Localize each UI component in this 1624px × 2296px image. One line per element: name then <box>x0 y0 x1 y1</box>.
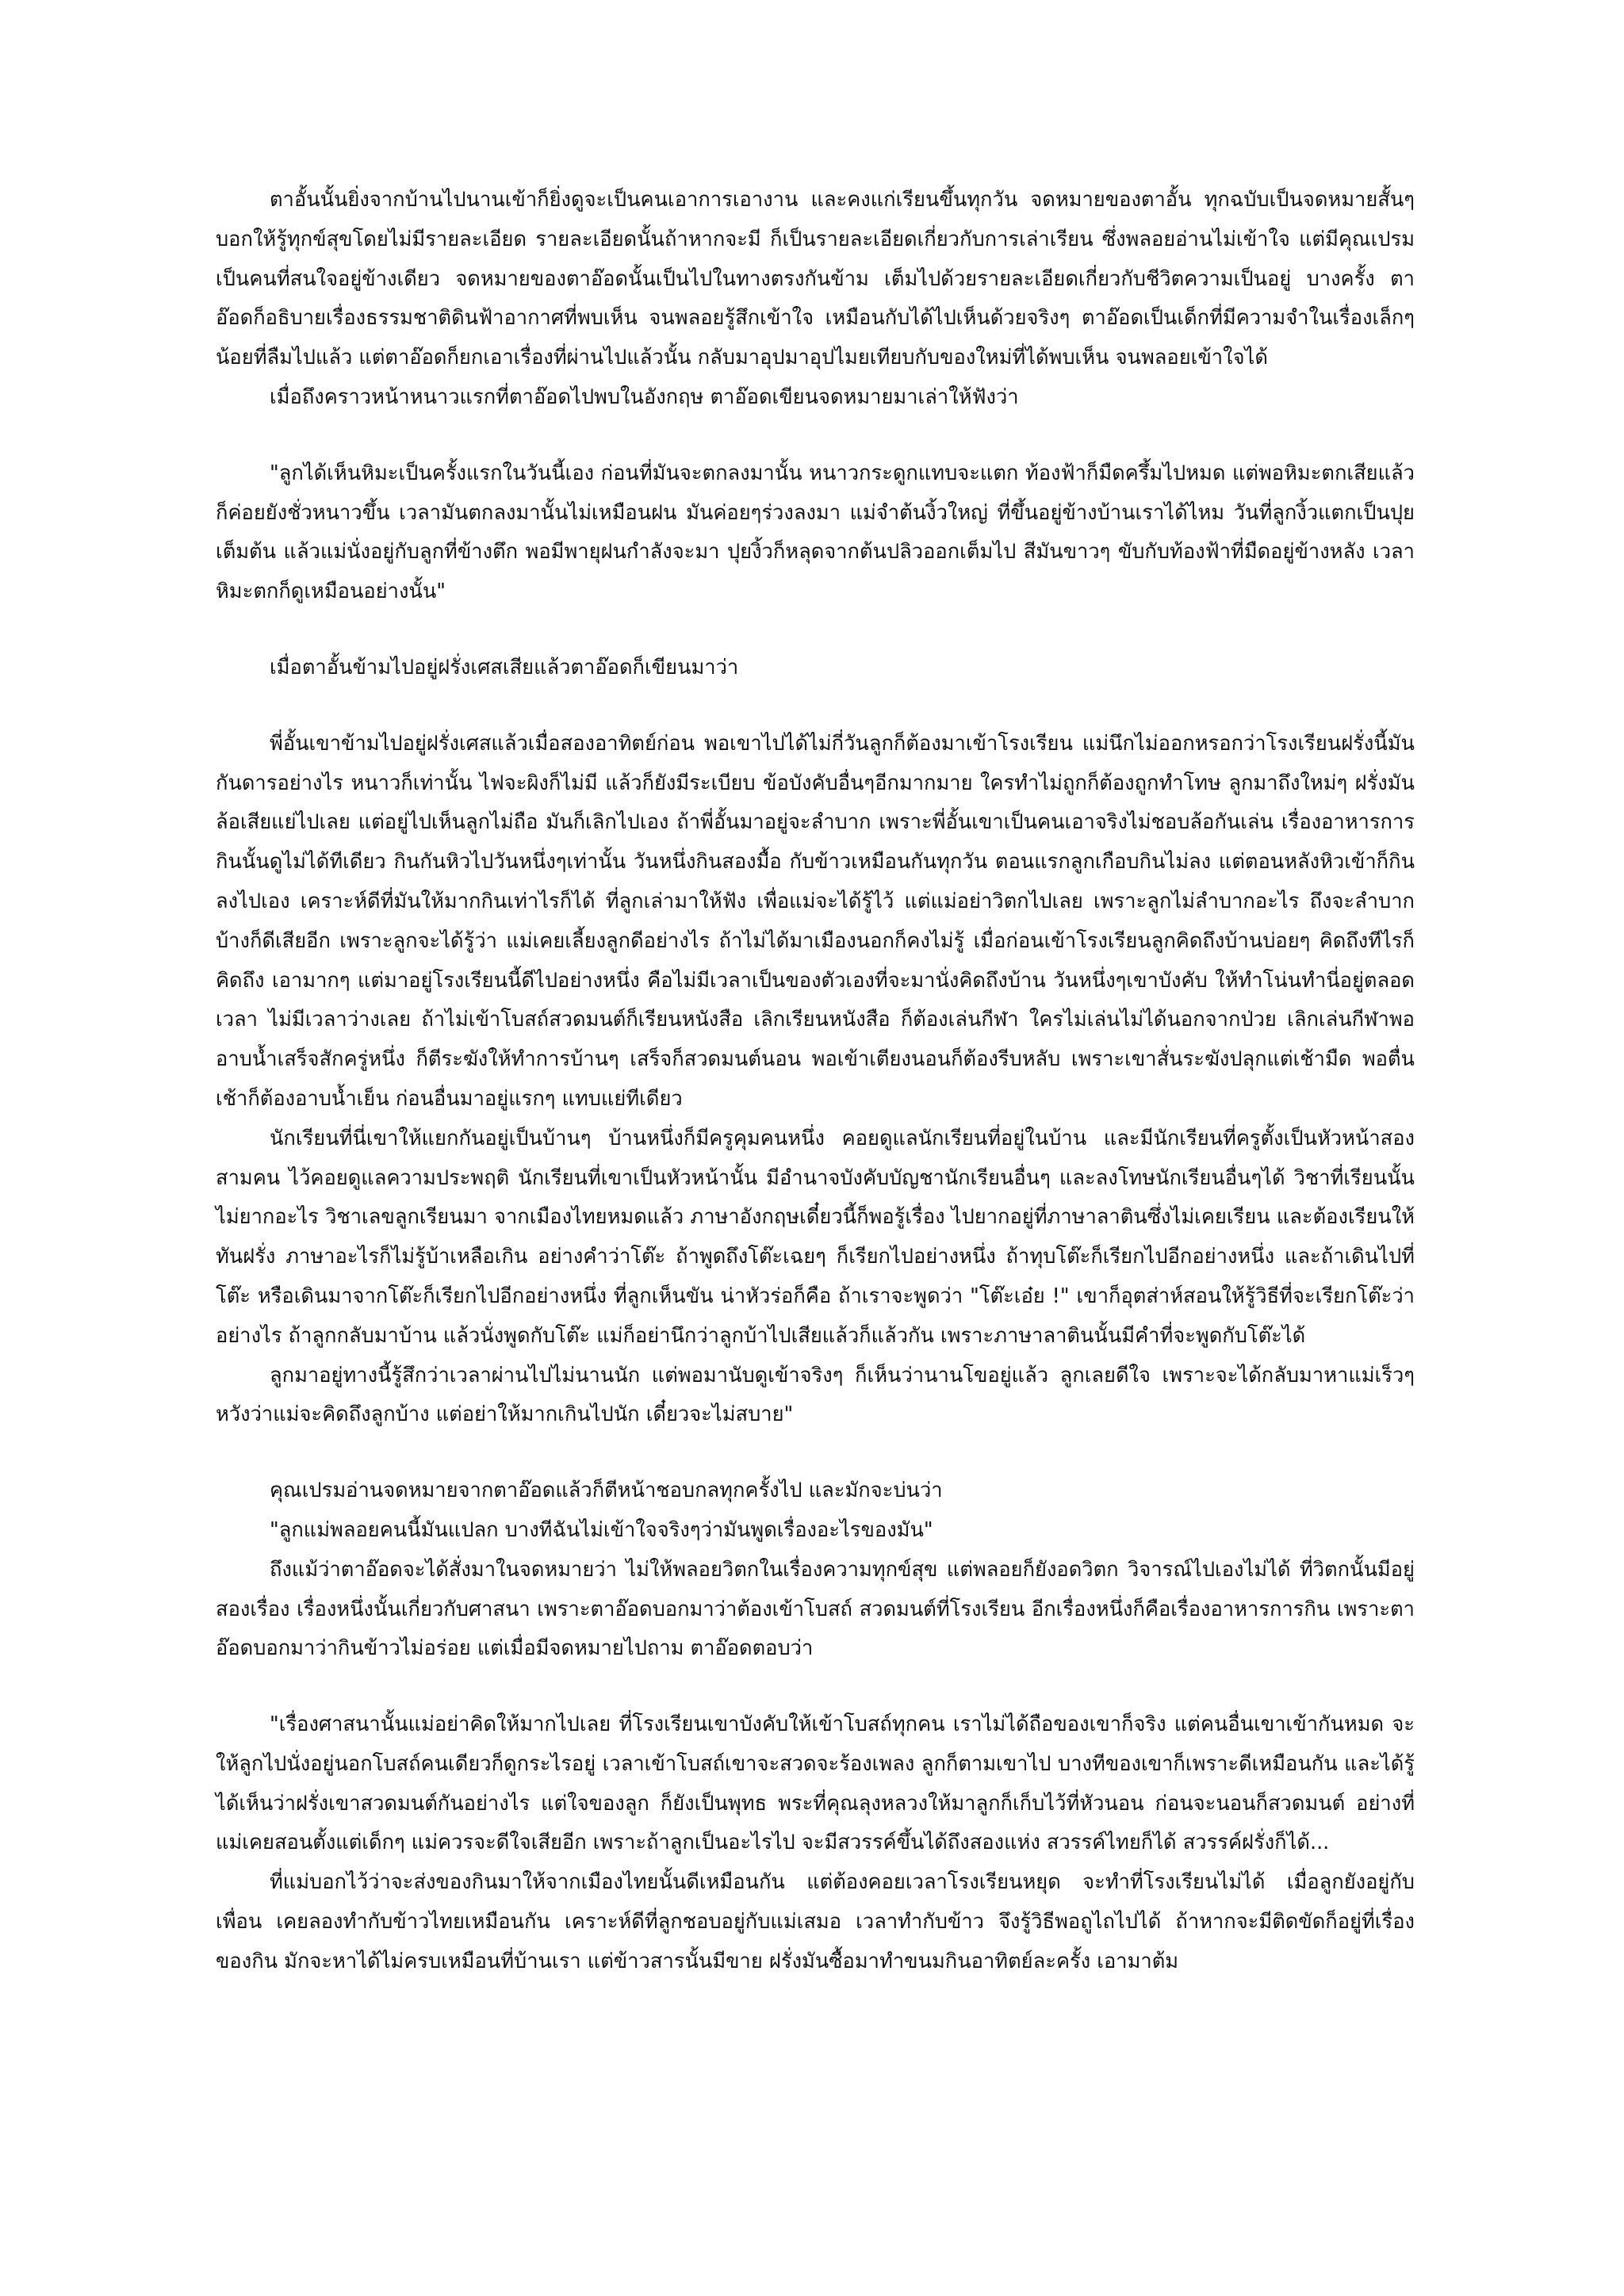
paragraph-gap <box>216 1435 1415 1471</box>
paragraph-8: คุณเปรมอ่านจดหมายจากตาอ๊อดแล้วก็ตีหน้าชอบกลทุกครั้งไป และมักจะบ่นว่า <box>270 1479 943 1503</box>
paragraph-9: "ลูกแม่พลอยคนนี้มันแปลก บางทีฉันไม่เข้าใจจริงๆว่ามันพูดเรื่องอะไรของมัน" <box>270 1517 933 1542</box>
document-body <box>216 181 1415 1982</box>
paragraph-6: นักเรียนที่นี่เขาให้แยกกันอยู่เป็นบ้านๆ บ้านหนึ่งก็มีครูคุมคนหนึ่ง คอยดูแลนักเรียนที่อยู่ในบ้าน และมีนักเรียนที่ครูตั้งเป็นหัวหน้าสองสามคน ไว้คอยดูแลความประพฤติ นักเรียนที่เขาเป็นหัวหน้านั้น มีอำนาจบังคับบัญชานักเรียนอื่นๆ และลงโทษนักเรียนอื่นๆได้ วิชาที่เรียนนั้นไม่ยากอะไร วิชาเลขลูกเรียนมา จากเมืองไทยหมดแล้ว ภาษาอังกฤษเดี๋ยวนี้ก็พอรู้เรื่อง ไปยากอยู่ที่ภาษาลาตินซึ่งไม่เคยเรียน และต้องเรียนให้ทันฝรั่ง ภาษาอะไรก็ไม่รู้บ้าเหลือเกิน อย่างคำว่าโต๊ะ ถ้าพูดถึงโต๊ะเฉยๆ ก็เรียกไปอย่างหนึ่ง ถ้าทุบโต๊ะก็เรียกไปอีกอย่างหนึ่ง และถ้าเดินไปที่โต๊ะ หรือเดินมาจากโต๊ะก็เรียกไปอีกอย่างหนึ่ง ที่ลูกเห็นขัน น่าหัวร่อก็คือ ถ้าเราจะพูดว่า "โต๊ะเอ๋ย !" เขาก็อุตส่าห์สอนให้รู้วิธีที่จะเรียกโต๊ะว่าอย่างไร ถ้าลูกกลับมาบ้าน แล้วนั่งพูดกับโต๊ะ แม่ก็อย่านึกว่าลูกบ้าไปเสียแล้วก็แล้วกัน เพราะภาษาลาตินนั้นมีคำที่จะพูดกับโต๊ะได้ <box>216 1126 1415 1348</box>
paragraph-gap <box>216 1669 1415 1705</box>
paragraph-12: ที่แม่บอกไว้ว่าจะส่งของกินมาให้จากเมืองไทยนั้นดีเหมือนกัน แต่ต้องคอยเวลาโรงเรียนหยุด จะทำที่โรงเรียนไม่ได้ เมื่อลูกยังอยู่กับเพื่อน เคยลองทำกับข้าวไทยเหมือนกัน เคราะห์ดีที่ลูกชอบอยู่กับแม่เสมอ เวลาทำกับข้าว จึงรู้วิธีพอถูไถไปได้ ถ้าหากจะมีติดขัดก็อยู่ที่เรื่องของกิน มักจะหาได้ไม่ครบเหมือนที่บ้านเรา แต่ข้าวสารนั้นมีขาย ฝรั่งมันซื้อมาทำขนมกินอาทิตย์ละครั้ง เอามาต้ม <box>216 1870 1415 1973</box>
paragraph-gap <box>216 418 1415 454</box>
paragraph-5: พี่อั้นเขาข้ามไปอยู่ฝรั่งเศสแล้วเมื่อสองอาทิตย์ก่อน พอเขาไปได้ไม่กี่วันลูกก็ต้องมาเข้าโรงเรียน แม่นึกไม่ออกหรอกว่าโรงเรียนฝรั่งนี้มันกันดารอย่างไร หนาวก็เท่านั้น ไฟจะผิงก็ไม่มี แล้วก็ยังมีระเบียบ ข้อบังคับอื่นๆอีกมากมาย ใครทำไม่ถูกก็ต้องถูกทำโทษ ลูกมาถึงใหม่ๆ ฝรั่งมันล้อเสียแย่ไปเลย แต่อยู่ไปเห็นลูกไม่ถือ มันก็เลิกไปเอง ถ้าพี่อั้นมาอยู่จะลำบาก เพราะพี่อั้นเขาเป็นคนเอาจริงไม่ชอบล้อกันเล่น เรื่องอาหารการกินนั้นดูไม่ได้ทีเดียว กินกันหิวไปวันหนึ่งๆเท่านั้น วันหนึ่งกินสองมื้อ กับข้าวเหมือนกันทุกวัน ตอนแรกลูกเกือบกินไม่ลง แต่ตอนหลังหิวเข้าก็กินลงไปเอง เคราะห์ดีที่มันให้มากกินเท่าไรก็ได้ ที่ลูกเล่ามาให้ฟัง เพื่อแม่จะได้รู้ไว้ แต่แม่อย่าวิตกไปเลย เพราะลูกไม่ลำบากอะไร ถึงจะลำบากบ้างก็ดีเสียอีก เพราะลูกจะได้รู้ว่า แม่เคยเลี้ยงลูกดีอย่างไร ถ้าไม่ได้มาเมืองนอกก็คงไม่รู้ เมื่อก่อนเข้าโรงเรียนลูกคิดถึงบ้านบ่อยๆ คิดถึงทีไรก็คิดถึง เอามากๆ แต่มาอยู่โรงเรียนนี้ดีไปอย่างหนึ่ง คือไม่มีเวลาเป็นของตัวเองที่จะมานั่งคิดถึงบ้าน วันหนึ่งๆเขาบังคับ ให้ทำโน่นทำนี่อยู่ตลอดเวลา ไม่มีเวลาว่างเลย ถ้าไม่เข้าโบสถ์สวดมนต์ก็เรียนหนังสือ เลิกเรียนหนังสือ ก็ต้องเล่นกีฬา ใครไม่เล่นไม่ได้นอกจากป่วย เลิกเล่นกีฬาพออาบน้ำเสร็จสักครู่หนึ่ง ก็ตีระฆังให้ทำการบ้านๆ เสร็จก็สวดมนต์นอน พอเข้าเตียงนอนก็ต้องรีบหลับ เพราะเขาสั่นระฆังปลุกแต่เช้ามืด พอตื่นเช้าก็ต้องอาบน้ำเย็น ก่อนอื่นมาอยู่แรกๆ แทบแย่ทีเดียว <box>216 731 1415 1111</box>
paragraph-gap <box>216 612 1415 649</box>
paragraph-1: ตาอั้นนั้นยิ่งจากบ้านไปนานเข้าก็ยิ่งดูจะเป็นคนเอาการเอางาน และคงแก่เรียนขึ้นทุกวัน จดหมายของตาอั้น ทุกฉบับเป็นจดหมายสั้นๆ บอกให้รู้ทุกข์สุขโดยไม่มีรายละเอียด รายละเอียดนั้นถ้าหากจะมี ก็เป็นรายละเอียดเกี่ยวกับการเล่าเรียน ซึ่งพลอยอ่านไม่เข้าใจ แต่มีคุณเปรมเป็นคนที่สนใจอยู่ข้างเดียว จดหมายของตาอ๊อดนั้นเป็นไปในทางตรงกันข้าม เต็มไปด้วยรายละเอียดเกี่ยวกับชีวิตความเป็นอยู่ บางครั้ง ตาอ๊อดก็อธิบายเรื่องธรรมชาติดินฟ้าอากาศที่พบเห็น จนพลอยรู้สึกเข้าใจ เหมือนกับได้ไปเห็นด้วยจริงๆ ตาอ๊อดเป็นเด็กที่มีความจำในเรื่องเล็กๆน้อยที่ลืมไปแล้ว แต่ตาอ๊อดก็ยกเอาเรื่องที่ผ่านไปแล้วนั้น กลับมาอุปมาอุปไมยเทียบกับของใหม่ที่ได้พบเห็น จนพลอยเข้าใจได้ <box>216 188 1415 370</box>
paragraph-2: เมื่อถึงคราวหน้าหนาวแรกที่ตาอ๊อดไปพบในอังกฤษ ตาอ๊อดเขียนจดหมายมาเล่าให้ฟังว่า <box>270 385 1019 409</box>
paragraph-7: ลูกมาอยู่ทางนี้รู้สึกว่าเวลาผ่านไปไม่นานนัก แต่พอมานับดูเข้าจริงๆ ก็เห็นว่านานโขอยู่แล้ว ลูกเลยดีใจ เพราะจะได้กลับมาหาแม่เร็วๆ หวังว่าแม่จะคิดถึงลูกบ้าง แต่อย่าให้มากเกินไปนัก เดี๋ยวจะไม่สบาย" <box>216 1363 1415 1427</box>
paragraph-4: เมื่อตาอั้นข้ามไปอยู่ฝรั่งเศสเสียแล้วตาอ๊อดก็เขียนมาว่า <box>270 655 739 679</box>
paragraph-gap <box>216 688 1415 725</box>
paragraph-10: ถึงแม้ว่าตาอ๊อดจะได้สั่งมาในจดหมายว่า ไม่ให้พลอยวิตกในเรื่องความทุกข์สุข แต่พลอยก็ยังอดวิตก วิจารณ์ไปเองไม่ได้ ที่วิตกนั้นมีอยู่สองเรื่อง เรื่องหนึ่งนั้นเกี่ยวกับศาสนา เพราะตาอ๊อดบอกมาว่าต้องเข้าโบสถ์ สวดมนต์ที่โรงเรียน อีกเรื่องหนึ่งก็คือเรื่องอาหารการกิน เพราะตาอ๊อดบอกมาว่ากินข้าวไม่อร่อย แต่เมื่อมีจดหมายไปถาม ตาอ๊อดตอบว่า <box>216 1557 1415 1661</box>
paragraph-3: "ลูกได้เห็นหิมะเป็นครั้งแรกในวันนี้เอง ก่อนที่มันจะตกลงมานั้น หนาวกระดูกแทบจะแตก ท้องฟ้าก็มืดครึ้มไปหมด แต่พอหิมะตกเสียแล้ว ก็ค่อยยังชั่วหนาวขึ้น เวลามันตกลงมานั้นไม่เหมือนฝน มันค่อยๆร่วงลงมา แม่จำต้นงิ้วใหญ่ ที่ขึ้นอยู่ข้างบ้านเราได้ไหม วันที่ลูกงิ้วแตกเป็นปุยเต็มต้น แล้วแม่นั่งอยู่กับลูกที่ข้างตึก พอมีพายุฝนกำลังจะมา ปุยงิ้วก็หลุดจากต้นปลิวออกเต็มไป สีมันขาวๆ ขับกับท้องฟ้าที่มืดอยู่ข้างหลัง เวลาหิมะตกก็ดูเหมือนอย่างนั้น" <box>216 461 1415 604</box>
paragraph-11: "เรื่องศาสนานั้นแม่อย่าคิดให้มากไปเลย ที่โรงเรียนเขาบังคับให้เข้าโบสถ์ทุกคน เราไม่ได้ถือของเขาก็จริง แต่คนอื่นเขาเข้ากันหมด จะให้ลูกไปนั่งอยู่นอกโบสถ์คนเดียวก็ดูกระไรอยู่ เวลาเข้าโบสถ์เขาจะสวดจะร้องเพลง ลูกก็ตามเขาไป บางทีของเขาก็เพราะดีเหมือนกัน และได้รู้ได้เห็นว่าฝรั่งเขาสวดมนต์กันอย่างไร แต่ใจของลูก ก็ยังเป็นพุทธ พระที่คุณลุงหลวงให้มาลูกก็เก็บไว้ที่หัวนอน ก่อนจะนอนก็สวดมนต์ อย่างที่แม่เคยสอนตั้งแต่เด็กๆ แม่ควรจะดีใจเสียอีก เพราะถ้าลูกเป็นอะไรไป จะมีสวรรค์ขึ้นได้ถึงสองแห่ง สวรรค์ไทยก็ได้ สวรรค์ฝรั่งก็ได้... <box>216 1712 1415 1855</box>
